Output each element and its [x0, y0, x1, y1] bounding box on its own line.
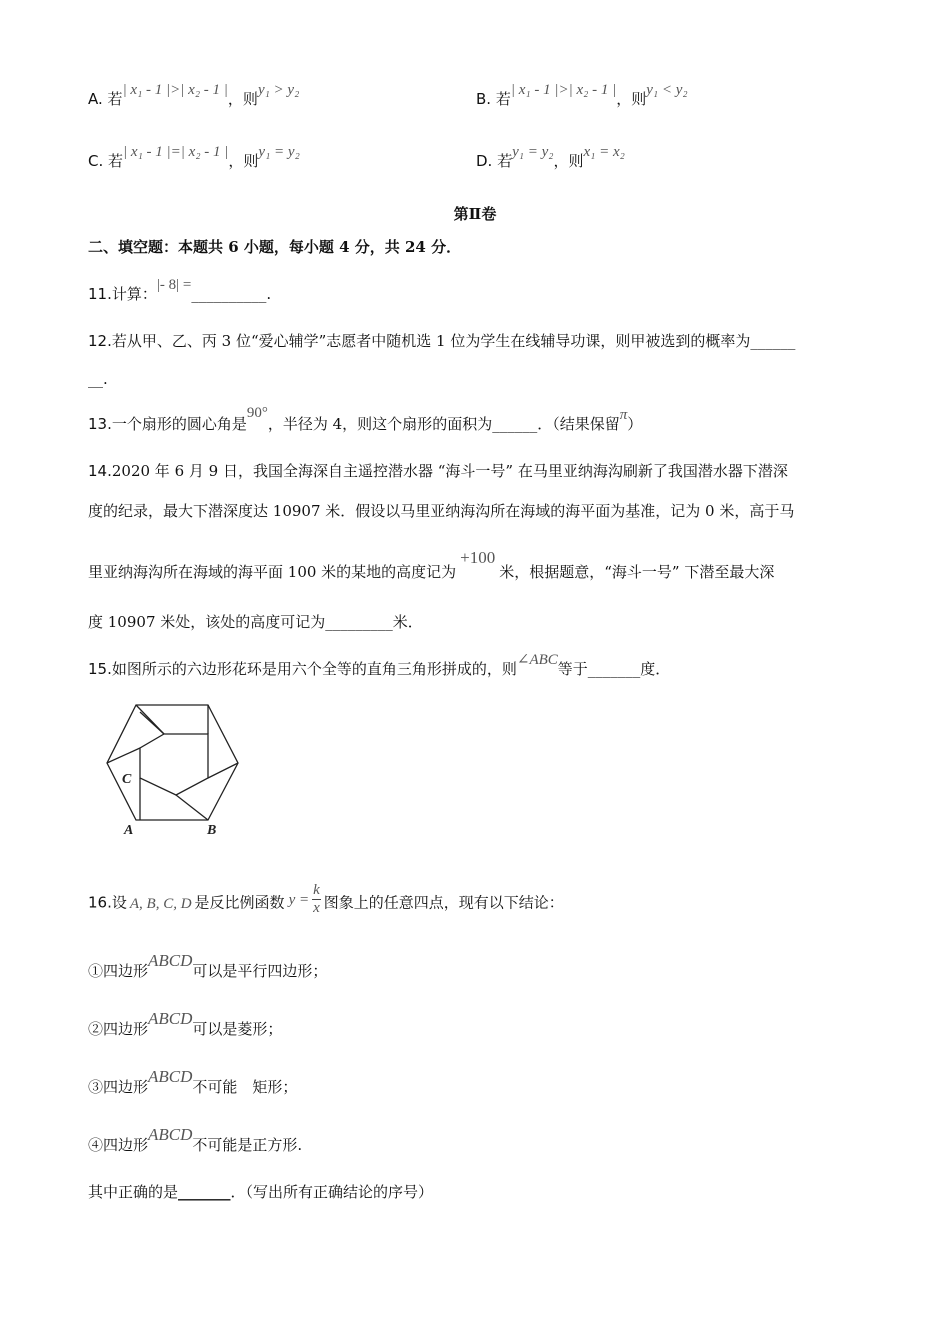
option-d-condition: y₁ = y₂	[512, 144, 554, 160]
q16-numerator: k	[313, 882, 320, 898]
q11-expression: |- 8| =	[156, 277, 192, 293]
question-12	[88, 330, 795, 351]
option-a-result: y₁ > y₂	[257, 82, 300, 98]
q16-text-3: 图象上的任意四点，现有以下结论：	[323, 893, 564, 912]
segment-4	[176, 795, 208, 820]
option-d-ze: ，则	[553, 152, 584, 170]
section-title: 第Ⅱ卷	[453, 205, 497, 223]
q12-tail: __.	[88, 370, 108, 388]
label-b: B	[207, 823, 217, 838]
option-b-label: B.	[476, 90, 492, 108]
q14-line-4: 度 10907 米处，该处的高度可记为_________米．	[88, 613, 423, 631]
q13-pi: π	[619, 407, 628, 423]
q14-line-2: 度的纪录，最大下潜深度达 10907 米．假设以马里亚纳海沟所在海域的海平面为基准，记为 0 米，高于马	[88, 502, 795, 520]
q16-answer-blank: _______	[178, 1183, 231, 1201]
outer-hexagon	[107, 705, 238, 820]
q16-item-4-pre: 四边形	[103, 1136, 149, 1154]
inner-hexagon	[140, 734, 208, 795]
q14-line-3	[88, 548, 775, 582]
option-a-ze: ，则	[227, 90, 258, 108]
q16-number: 16.	[88, 893, 112, 912]
q16-item-3-mark: ③	[88, 1078, 104, 1096]
segment-7	[140, 712, 164, 734]
q16-y-equals: y =	[288, 891, 310, 908]
question-11	[88, 277, 272, 304]
section-heading: 二、填空题：本题共 6 小题，每小题 4 分，共 24 分．	[88, 238, 462, 256]
question-16	[88, 882, 564, 921]
option-b-ze: ，则	[616, 90, 647, 108]
question-15	[88, 652, 671, 679]
q15-angle: ∠ABC	[516, 652, 558, 668]
q16-answer-prefix: 其中正确的是	[88, 1183, 179, 1201]
q16-item-3	[88, 1067, 298, 1097]
option-c-result: y₁ = y₂	[258, 144, 300, 160]
q16-item-4	[88, 1125, 303, 1155]
option-b-condition: | x₁ - 1 |>| x₂ - 1 |	[510, 82, 617, 98]
option-d-result: x₁ = x₂	[583, 144, 625, 160]
option-c-ruo: 若	[108, 152, 124, 170]
q16-item-4-abcd: ABCD	[148, 1125, 193, 1144]
q16-denominator: x	[313, 900, 320, 916]
segment-6	[107, 748, 140, 763]
q14-line-3a: 里亚纳海沟所在海域的海平面 100 米的某地的高度记为	[88, 563, 457, 581]
q16-item-3-pre: 四边形	[103, 1078, 149, 1096]
q16-fraction	[312, 882, 321, 917]
q14-line-1: 2020 年 6 月 9 日，我国全海深自主遥控潜水器 “海斗一号” 在马里亚纳海沟刷新了我国潜水器下潜深	[111, 462, 788, 480]
q11-number: 11.	[88, 285, 112, 303]
q14-line-3b: 米，根据题意，“海斗一号” 下潜至最大深	[499, 563, 775, 581]
q16-item-1-mark: ①	[88, 962, 104, 980]
q16-text-2: 是反比例函数	[194, 893, 285, 912]
q16-item-2	[88, 1009, 283, 1039]
q16-item-2-mark: ②	[88, 1020, 104, 1038]
option-c-condition: | x₁ - 1 |=| x₂ - 1 |	[123, 144, 229, 160]
q14-number: 14.	[88, 462, 112, 480]
option-a	[88, 82, 300, 109]
question-13	[88, 405, 643, 434]
q16-item-1	[88, 951, 328, 981]
q13-number: 13.	[88, 415, 112, 433]
option-c-label: C.	[88, 152, 104, 170]
option-d-ruo: 若	[497, 152, 513, 170]
q16-item-4-post: 不可能是正方形.	[192, 1136, 303, 1154]
option-a-label: A.	[88, 90, 103, 108]
option-a-condition: | x₁ - 1 |>| x₂ - 1 |	[122, 82, 228, 98]
q11-text: 计算：	[111, 285, 157, 303]
q15-text-1: 如图所示的六边形花环是用六个全等的直角三角形拼成的，则	[111, 660, 517, 678]
option-c-ze: ，则	[228, 152, 259, 170]
q16-item-3-post: 不可能 矩形；	[192, 1078, 298, 1096]
q13-text-2: ，半径为 4，则这个扇形的面积为______．（结果保留	[267, 415, 620, 433]
q16-item-1-abcd: ABCD	[148, 951, 193, 970]
q16-item-4-mark: ④	[88, 1136, 104, 1154]
q16-item-2-abcd: ABCD	[148, 1009, 193, 1028]
q12-text: 若从甲、乙、丙 3 位“爱心辅学”志愿者中随机选 1 位为学生在线辅导功课，则甲被选到的概率为______	[111, 332, 796, 350]
q13-angle: 90°	[246, 405, 268, 421]
option-b-result: y₁ < y₂	[646, 82, 688, 98]
q13-text-3: ）	[627, 415, 643, 433]
option-c	[88, 144, 300, 171]
q16-text-1: 设	[111, 893, 127, 912]
label-a: A	[124, 823, 134, 838]
q16-item-3-abcd: ABCD	[148, 1067, 193, 1086]
q15-text-2: 等于_______度．	[557, 660, 671, 678]
option-d	[476, 144, 625, 171]
q16-item-1-post: 可以是平行四边形；	[192, 962, 328, 980]
q12-number: 12.	[88, 332, 112, 350]
q15-number: 15.	[88, 660, 112, 678]
hexagon-wreath-figure	[100, 698, 245, 838]
q16-item-2-post: 可以是菱形；	[192, 1020, 283, 1038]
q16-item-1-pre: 四边形	[103, 962, 149, 980]
q11-blank: __________.	[191, 285, 272, 303]
q16-points: A, B, C, D	[129, 895, 192, 912]
label-c: C	[122, 772, 132, 787]
q14-plus-100: +100	[460, 548, 496, 567]
q16-answer-note: ．（写出所有正确结论的序号）	[230, 1183, 434, 1201]
q13-text-1: 一个扇形的圆心角是	[111, 415, 247, 433]
q16-answer-line	[88, 1181, 433, 1202]
option-d-label: D.	[476, 152, 493, 170]
option-b-ruo: 若	[495, 90, 511, 108]
option-a-ruo: 若	[107, 90, 123, 108]
question-14	[88, 460, 788, 481]
q16-item-2-pre: 四边形	[103, 1020, 149, 1038]
option-b	[476, 82, 688, 109]
